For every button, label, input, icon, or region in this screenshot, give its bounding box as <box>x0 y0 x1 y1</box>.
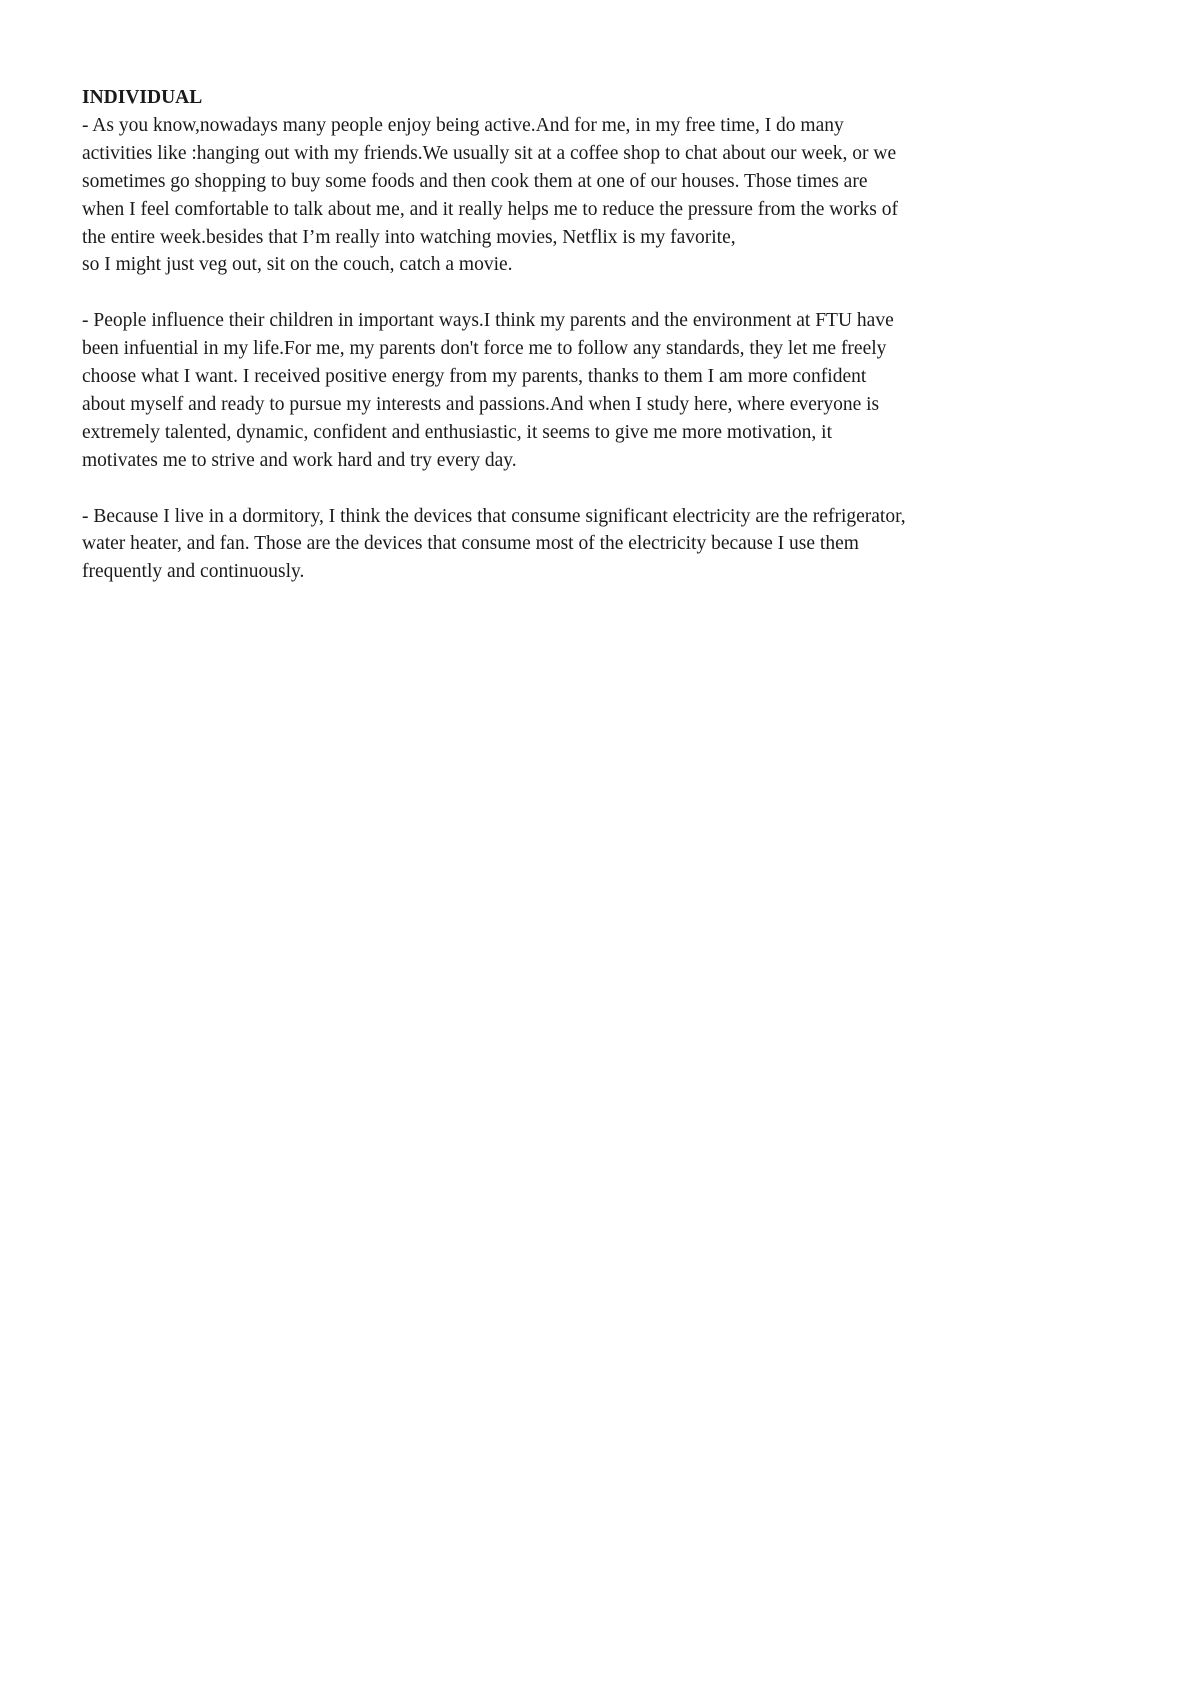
paragraph-line: frequently and continuously. <box>82 561 305 583</box>
paragraph-line: so I might just veg out, sit on the couch, catch a movie. <box>82 254 513 276</box>
paragraph-line: sometimes go shopping to buy some foods and then cook them at one of our houses. Those times are <box>82 170 868 192</box>
paragraph-line: been infuential in my life.For me, my parents don't force me to follow any standards, they let me freely <box>82 338 887 360</box>
paragraph-electricity <box>82 503 1122 587</box>
paragraph-line: - Because I live in a dormitory, I think the devices that consume significant electricity are the refrigerator, <box>82 505 906 527</box>
document-heading: INDIVIDUAL <box>82 87 203 108</box>
paragraph-line: about myself and ready to pursue my interests and passions.And when I study here, where everyone is <box>82 393 880 415</box>
paragraph-line: motivates me to strive and work hard and try every day. <box>82 449 517 471</box>
paragraph-line: - As you know,nowadays many people enjoy being active.And for me, in my free time, I do many <box>82 114 844 136</box>
paragraph-line: choose what I want. I received positive energy from my parents, thanks to them I am more confident <box>82 366 867 388</box>
paragraph-influence <box>82 307 1122 474</box>
paragraph-line: activities like :hanging out with my friends.We usually sit at a coffee shop to chat about our week, or we <box>82 142 897 164</box>
document-body <box>82 84 1122 614</box>
paragraph-line: water heater, and fan. Those are the devices that consume most of the electricity because I use them <box>82 533 859 555</box>
paragraph-line: when I feel comfortable to talk about me, and it really helps me to reduce the pressure from the works of <box>82 198 899 220</box>
paragraph-free-time <box>82 112 1122 279</box>
paragraph-line: - People influence their children in important ways.I think my parents and the environment at FTU have <box>82 310 894 332</box>
paragraph-line: extremely talented, dynamic, confident and enthusiastic, it seems to give me more motivation, it <box>82 421 833 443</box>
paragraph-line: the entire week.besides that I’m really into watching movies, Netflix is my favorite, <box>82 226 736 248</box>
